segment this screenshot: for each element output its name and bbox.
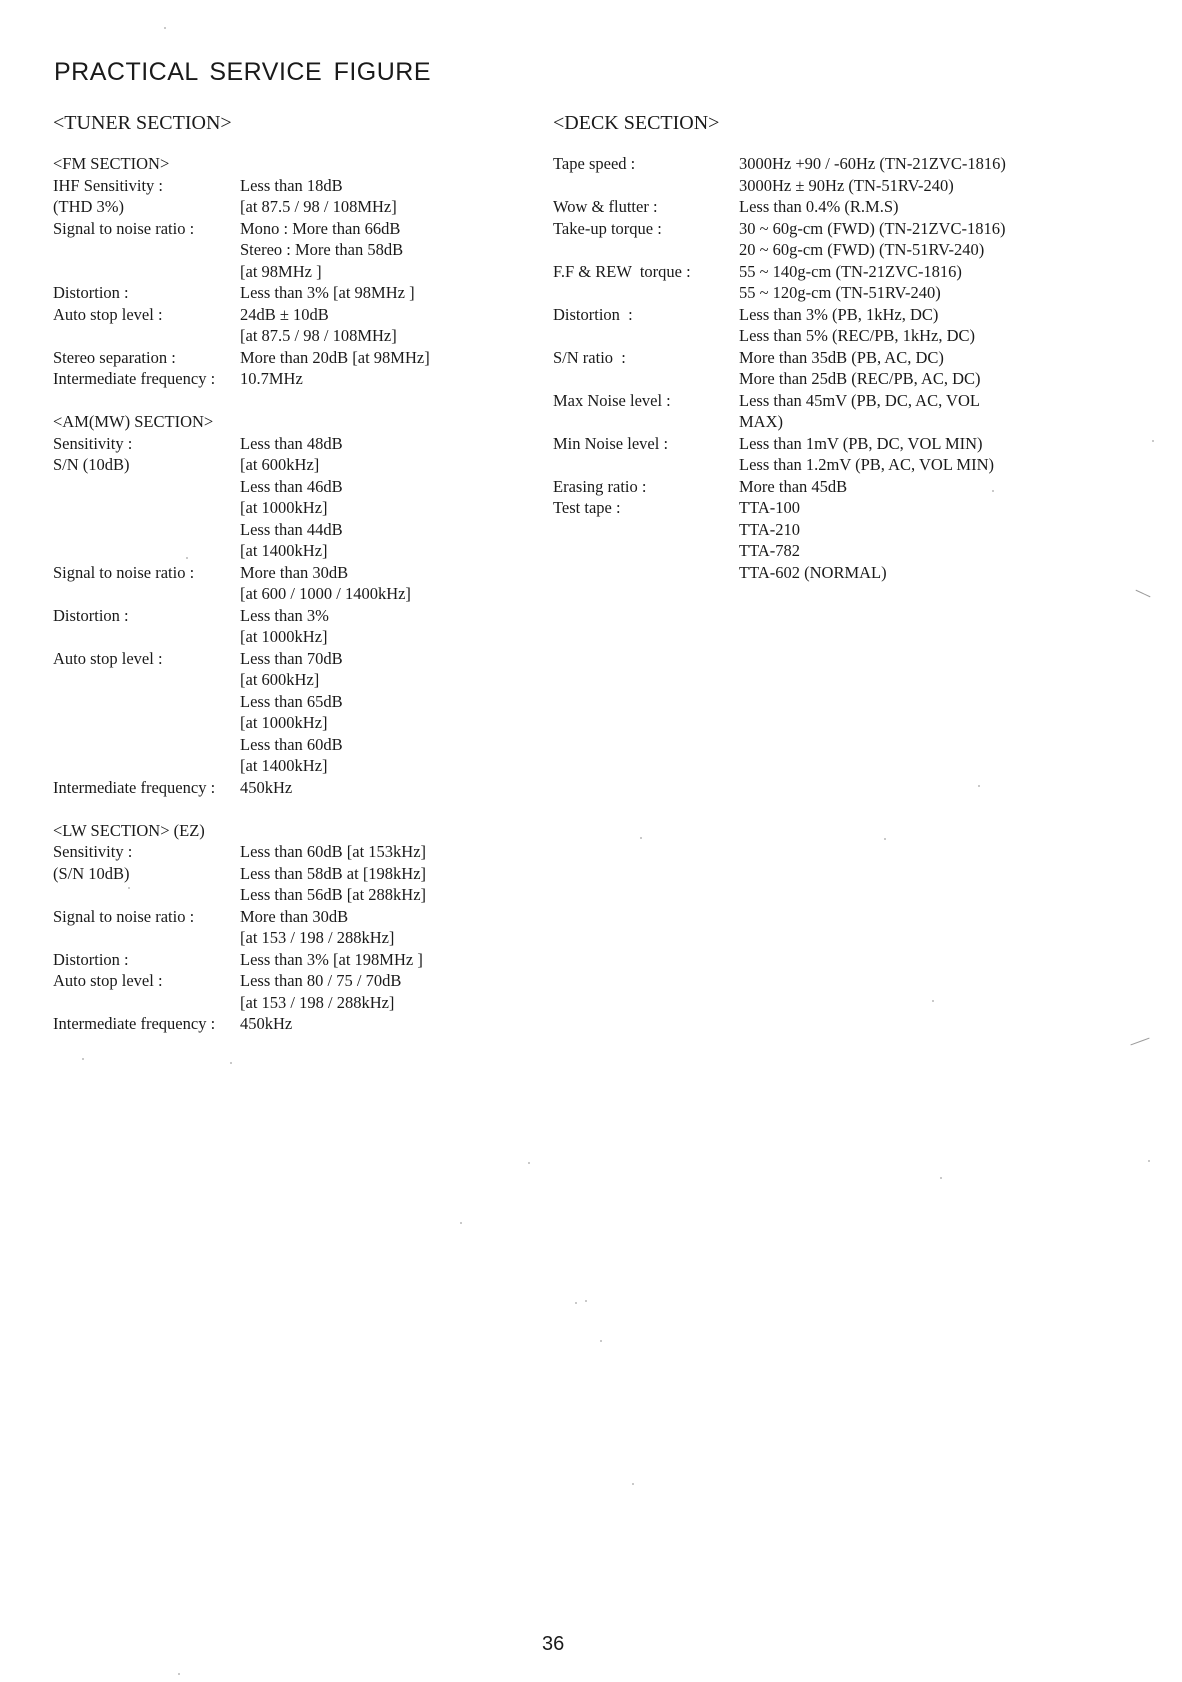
page-number: 36 xyxy=(542,1633,565,1655)
spec-label: F.F & REW torque : xyxy=(553,261,691,281)
spec-row xyxy=(53,863,493,906)
spec-row xyxy=(53,777,493,799)
spec-values xyxy=(240,648,493,777)
page-title: PRACTICAL SERVICE FIGURE xyxy=(54,58,432,86)
spec-label: Intermediate frequency : xyxy=(53,369,216,388)
spec-label: Auto stop level : xyxy=(53,971,163,990)
spec-label: Test tape : xyxy=(553,498,621,517)
spec-value: Less than 60dB xyxy=(240,734,343,754)
spec-values xyxy=(739,347,1153,390)
spec-value: 450kHz xyxy=(240,1014,293,1033)
spec-value: [at 1000kHz] xyxy=(240,627,328,646)
spec-value: TTA-782 xyxy=(739,541,800,560)
spec-row xyxy=(53,1013,493,1035)
spec-values xyxy=(739,476,1153,498)
deck-section-heading: <DECK SECTION> xyxy=(553,112,720,134)
spec-values xyxy=(240,282,493,304)
spec-row xyxy=(53,175,493,197)
spec-value: Stereo : More than 58dB xyxy=(240,240,404,259)
spec-row xyxy=(553,196,1153,218)
spec-value: [at 87.5 / 98 / 108MHz] xyxy=(240,197,397,216)
spec-row xyxy=(53,970,493,1013)
spec-value: Less than 80 / 75 / 70dB xyxy=(240,971,402,990)
scan-stroke xyxy=(1136,590,1151,598)
spec-value: Less than 45mV (PB, DC, AC, VOL xyxy=(739,390,980,410)
spec-value: MAX) xyxy=(739,412,783,431)
spec-value: [at 153 / 198 / 288kHz] xyxy=(240,992,395,1012)
spec-value: Less than 18dB xyxy=(240,175,343,195)
spec-row xyxy=(553,497,1153,583)
spec-label: Intermediate frequency : xyxy=(53,1014,216,1033)
deck-spec-column xyxy=(553,153,1153,583)
spec-values xyxy=(240,949,493,971)
spec-values xyxy=(240,777,493,799)
scan-speck xyxy=(1148,1160,1150,1162)
spec-value: Less than 3% [at 98MHz ] xyxy=(240,283,415,302)
spec-value: [at 87.5 / 98 / 108MHz] xyxy=(240,326,397,345)
spec-value: Less than 3% (PB, 1kHz, DC) xyxy=(739,304,939,324)
spec-row xyxy=(553,476,1153,498)
scan-speck xyxy=(575,1302,577,1304)
spec-value: 55 ~ 120g-cm (TN-51RV-240) xyxy=(739,283,941,302)
spec-label: (S/N 10dB) xyxy=(53,863,130,883)
spec-value: 24dB ± 10dB xyxy=(240,304,329,324)
spec-label: Tape speed : xyxy=(553,154,636,173)
spec-label: IHF Sensitivity : xyxy=(53,175,164,195)
spec-label: Signal to noise ratio : xyxy=(53,906,195,926)
scan-speck xyxy=(164,27,166,29)
spec-value: [at 1000kHz] xyxy=(240,713,328,732)
spec-values xyxy=(240,347,493,369)
spec-label: Distortion : xyxy=(53,605,129,625)
scan-speck xyxy=(460,1222,462,1224)
spec-row xyxy=(53,282,493,304)
scan-stroke xyxy=(1130,1038,1149,1046)
spec-group xyxy=(53,820,493,1035)
spec-value: More than 45dB xyxy=(739,476,848,496)
spec-row xyxy=(553,153,1153,196)
spec-value: Less than 58dB at [198kHz] xyxy=(240,863,427,883)
spec-value: 30 ~ 60g-cm (FWD) (TN-21ZVC-1816) xyxy=(739,218,1006,238)
scan-speck xyxy=(1152,440,1154,442)
spec-row xyxy=(53,841,493,863)
spec-value: Less than 65dB xyxy=(240,691,343,711)
scan-speck xyxy=(632,1483,634,1485)
spec-row xyxy=(53,196,493,218)
spec-row xyxy=(553,261,1153,304)
spec-value: Less than 56dB [at 288kHz] xyxy=(240,885,427,904)
spec-values xyxy=(739,261,1153,304)
spec-values xyxy=(739,153,1153,196)
spec-row xyxy=(553,304,1153,347)
scan-speck xyxy=(884,838,886,840)
spec-value: [at 600 / 1000 / 1400kHz] xyxy=(240,584,411,603)
spec-label: Auto stop level : xyxy=(53,304,163,324)
spec-value: [at 1400kHz] xyxy=(240,541,328,560)
spec-values xyxy=(739,218,1153,261)
spec-row xyxy=(53,605,493,648)
scan-speck xyxy=(128,887,130,889)
spec-label: Distortion : xyxy=(553,304,633,324)
spec-value: 20 ~ 60g-cm (FWD) (TN-51RV-240) xyxy=(739,240,985,259)
spec-value: 450kHz xyxy=(240,777,293,797)
spec-label: Intermediate frequency : xyxy=(53,777,216,797)
spec-label: (THD 3%) xyxy=(53,197,125,216)
spec-value: Less than 3% xyxy=(240,605,329,625)
spec-values xyxy=(240,304,493,347)
spec-value: More than 25dB (REC/PB, AC, DC) xyxy=(739,369,981,388)
scan-speck xyxy=(178,1673,180,1675)
spec-value: More than 30dB xyxy=(240,906,349,926)
spec-label: Take-up torque : xyxy=(553,218,662,238)
spec-label: Auto stop level : xyxy=(53,648,163,668)
spec-value: Less than 1.2mV (PB, AC, VOL MIN) xyxy=(739,455,994,474)
spec-value: Less than 46dB xyxy=(240,476,343,496)
spec-value: Less than 44dB xyxy=(240,519,343,539)
spec-label: Sensitivity : xyxy=(53,842,133,861)
spec-group-title: <AM(MW) SECTION> xyxy=(53,412,214,431)
scan-speck xyxy=(978,785,980,787)
tuner-spec-column xyxy=(53,153,493,1056)
spec-label: Distortion : xyxy=(53,283,129,302)
scan-speck xyxy=(940,1177,942,1179)
scan-speck xyxy=(640,837,642,839)
spec-value: Less than 5% (REC/PB, 1kHz, DC) xyxy=(739,326,976,345)
scan-speck xyxy=(528,1162,530,1164)
spec-values xyxy=(240,218,493,283)
scan-speck xyxy=(585,1300,587,1302)
spec-value: [at 600kHz] xyxy=(240,670,320,689)
spec-values xyxy=(739,433,1153,476)
spec-values xyxy=(739,497,1153,583)
spec-label: Erasing ratio : xyxy=(553,476,647,496)
scan-speck xyxy=(992,490,994,492)
spec-value: More than 35dB (PB, AC, DC) xyxy=(739,347,944,367)
spec-row xyxy=(53,454,493,562)
spec-values xyxy=(240,906,493,949)
spec-value: 55 ~ 140g-cm (TN-21ZVC-1816) xyxy=(739,261,962,281)
spec-value: Less than 48dB xyxy=(240,433,343,453)
spec-row xyxy=(53,347,493,369)
spec-value: 3000Hz ± 90Hz (TN-51RV-240) xyxy=(739,175,954,195)
spec-value: Less than 70dB xyxy=(240,648,343,668)
spec-value: [at 1000kHz] xyxy=(240,498,328,517)
spec-values xyxy=(240,863,493,906)
spec-row xyxy=(53,648,493,777)
spec-row xyxy=(53,218,493,283)
spec-values xyxy=(240,454,493,562)
spec-values xyxy=(240,562,493,605)
spec-label: Signal to noise ratio : xyxy=(53,562,195,582)
spec-value: More than 30dB xyxy=(240,562,349,582)
spec-group xyxy=(53,153,493,390)
spec-values xyxy=(739,304,1153,347)
spec-label: Stereo separation : xyxy=(53,347,176,367)
scan-speck xyxy=(932,1000,934,1002)
spec-value: Mono : More than 66dB xyxy=(240,218,401,238)
spec-value: 10.7MHz xyxy=(240,369,303,388)
spec-label: S/N (10dB) xyxy=(53,455,130,474)
spec-values xyxy=(240,1013,493,1035)
spec-label: Wow & flutter : xyxy=(553,197,658,216)
spec-label: Distortion : xyxy=(53,949,129,969)
spec-group xyxy=(53,411,493,798)
spec-value: Less than 1mV (PB, DC, VOL MIN) xyxy=(739,433,983,453)
spec-label: Max Noise level : xyxy=(553,390,671,410)
spec-value: TTA-602 (NORMAL) xyxy=(739,562,887,582)
scan-speck xyxy=(82,1058,84,1060)
spec-value: More than 20dB [at 98MHz] xyxy=(240,347,430,367)
spec-value: [at 1400kHz] xyxy=(240,756,328,775)
spec-row xyxy=(553,218,1153,261)
spec-value: 3000Hz +90 / -60Hz (TN-21ZVC-1816) xyxy=(739,154,1006,173)
spec-values xyxy=(240,970,493,1013)
spec-label: Min Noise level : xyxy=(553,433,669,453)
spec-value: [at 98MHz ] xyxy=(240,261,322,281)
spec-row xyxy=(53,433,493,455)
spec-row xyxy=(553,433,1153,476)
spec-row xyxy=(53,562,493,605)
spec-values xyxy=(739,196,1153,218)
scan-speck xyxy=(230,1062,232,1064)
spec-values xyxy=(240,841,493,863)
spec-values xyxy=(240,368,493,390)
spec-values xyxy=(240,196,493,218)
spec-group-title: <LW SECTION> (EZ) xyxy=(53,820,205,840)
spec-value: Less than 3% [at 198MHz ] xyxy=(240,949,423,969)
spec-values xyxy=(240,433,493,455)
spec-value: TTA-210 xyxy=(739,519,800,539)
spec-value: [at 153 / 198 / 288kHz] xyxy=(240,928,395,947)
spec-label: Sensitivity : xyxy=(53,433,133,453)
spec-label: Signal to noise ratio : xyxy=(53,218,195,238)
spec-row xyxy=(553,390,1153,433)
tuner-section-heading: <TUNER SECTION> xyxy=(53,112,232,134)
spec-row xyxy=(553,347,1153,390)
spec-row xyxy=(53,949,493,971)
spec-value: Less than 0.4% (R.M.S) xyxy=(739,197,899,216)
spec-group-title: <FM SECTION> xyxy=(53,154,170,173)
scan-speck xyxy=(600,1340,602,1342)
spec-values xyxy=(240,175,493,197)
spec-value: [at 600kHz] xyxy=(240,455,320,474)
spec-row xyxy=(53,368,493,390)
spec-label: S/N ratio : xyxy=(553,347,626,367)
spec-row xyxy=(53,304,493,347)
spec-values xyxy=(240,605,493,648)
spec-values xyxy=(739,390,1153,433)
scan-speck xyxy=(186,557,188,559)
spec-value: TTA-100 xyxy=(739,498,800,517)
spec-row xyxy=(53,906,493,949)
spec-value: Less than 60dB [at 153kHz] xyxy=(240,842,427,861)
